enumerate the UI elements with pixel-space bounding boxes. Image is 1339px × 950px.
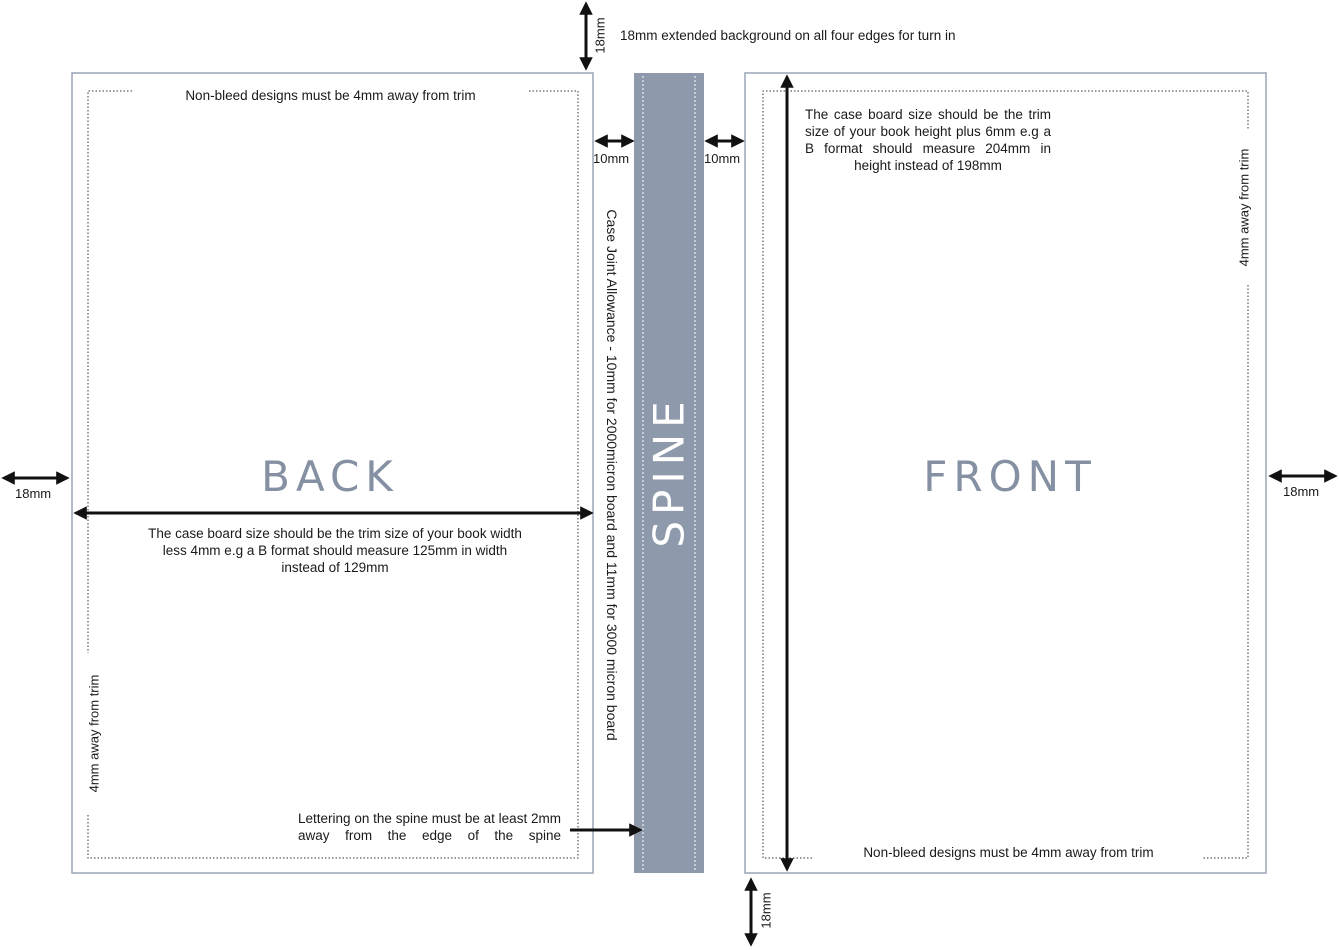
back-top-note: Non-bleed designs must be 4mm away from trim: [185, 88, 476, 103]
top-bleed-label: 18mm: [592, 17, 608, 54]
case-joint-note: Case Joint Allowance - 10mm for 2000micron board and 11mm for 3000 micron board: [604, 209, 620, 741]
right-bleed-label: 18mm: [1283, 484, 1320, 499]
back-side-note: 4mm away from trim: [86, 674, 102, 793]
front-bottom-note: Non-bleed designs must be 4mm away from trim: [863, 845, 1154, 860]
front-title: FRONT: [923, 452, 1097, 501]
back-title: BACK: [261, 452, 399, 501]
back-width-note: The case board size should be the trim size of your book width less 4mm e.g a B format should measure 125mm in width instead of 129mm: [148, 526, 522, 575]
top-bleed-note: 18mm extended background on all four edges for turn in: [620, 28, 956, 43]
front-side-note: 4mm away from trim: [1236, 148, 1252, 267]
joint-right-label: 10mm: [704, 151, 741, 166]
joint-left-label: 10mm: [593, 151, 630, 166]
left-bleed-label: 18mm: [15, 486, 52, 501]
front-height-note: The case board size should be the trim size of your book height plus 6mm e.g a B format should measure 204mm in height instead of 198mm: [805, 107, 1051, 173]
spine-title: SPINE: [644, 395, 694, 548]
bottom-bleed-label: 18mm: [758, 892, 774, 929]
spine-lettering-note: Lettering on the spine must be at least 2mm away from the edge of the spine: [298, 811, 561, 843]
